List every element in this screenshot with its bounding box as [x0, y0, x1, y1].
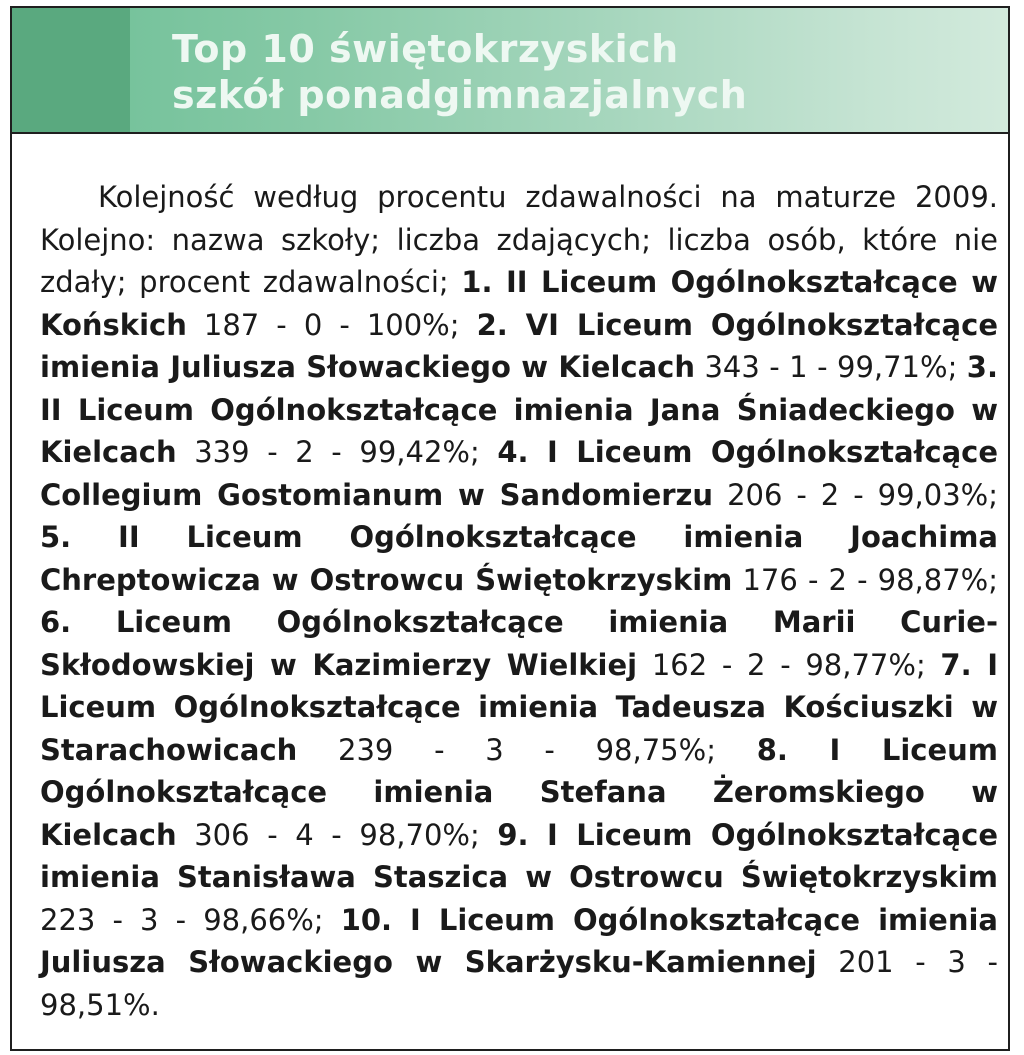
school-stats: 223 - 3 - 98,66%: [40, 902, 314, 937]
school-name: 7. I Liceum Ogólnokształcące imienia Tadeusza Kościuszki w Starachowicach: [40, 647, 998, 767]
school-stats: 339 - 2 - 99,42%: [194, 435, 470, 469]
school-name: 6. Liceum Ogólnokształcące imienia Marii Curie-Skłodowskiej w Kazimierzy Wielkiej: [40, 605, 998, 682]
school-name: 4. I Liceum Ogólnokształcące Collegium Gostomianum w Sandomierzu: [40, 435, 998, 512]
school-name: 2. VI Liceum Ogólnokształcące imienia Juliusza Słowackiego w Kielcach: [40, 307, 998, 384]
school-name: 5. II Liceum Ogólnokształcące imienia Joachima Chreptowicza w Ostrowcu Świętokrzyskim: [40, 520, 998, 597]
title-line-2: szkół ponadgimnazjalnych: [172, 73, 748, 117]
school-stats: 176 - 2 - 98,87%: [742, 562, 989, 597]
page-title: [172, 26, 747, 118]
school-stats: 206 - 2 - 99,03%: [727, 477, 989, 512]
header-accent-block: [12, 8, 130, 132]
school-stats: 239 - 3 - 98,75%: [338, 732, 707, 767]
article-text: Kolejność według procentu zdawalności na maturze 2009. Kolejno: nazwa szkoły; liczba zdających; liczba osób, które nie zdały; procent zdawalności; 1. II Liceum Ogólnokształcące w Końskich 187 - 0 - 100%; 2. VI Liceum Ogólnokształcące imienia Juliusza Słowackiego w Kielcach 343 - 1 - 99,71%; 3. II Liceum Ogólnokształcące imienia Jana Śniadeckiego w Kielcach 339 - 2 - 99,42%; 4. I Liceum Ogólnokształcące Collegium Gostomianum w Sandomierzu 206 - 2 - 99,03%; 5. II Liceum Ogólnokształcące imienia Joachima Chreptowicza w Ostrowcu Świętokrzyskim 176 - 2 - 98,87%; 6. Liceum Ogólnokształcące imienia Marii Curie-Skłodowskiej w Kazimierzy Wielkiej 162 - 2 - 98,77%; 7. I Liceum Ogólnokształcące imienia Tadeusza Kościuszki w Starachowicach 239 - 3 - 98,75%; 8. I Liceum Ogólnokształcące imienia Stefana Żeromskiego w Kielcach 306 - 4 - 98,70%; 9. I Liceum Ogólnokształcące imienia Stanisława Staszica w Ostrowcu Świętokrzyskim 223 - 3 - 98,66%; 10. I Liceum Ogólnokształcące imienia Juliusza Słowackiego w Skarżysku-Kamiennej 201 - 3 - 98,51%.: [40, 180, 999, 1022]
school-stats: 306 - 4 - 98,70%: [194, 817, 470, 852]
article-intro: Kolejność według procentu zdawalności na maturze 2009. Kolejno: nazwa szkoły; liczba zdających; liczba osób, które nie zdały; procent zdawalności;: [40, 180, 998, 299]
school-name: 9. I Liceum Ogólnokształcące imienia Stanisława Staszica w Ostrowcu Świętokrzyskim: [40, 817, 998, 894]
school-stats: 187 - 0 - 100%: [203, 307, 450, 342]
header-banner: [12, 8, 1008, 134]
school-name: 3. II Liceum Ogólnokształcące imienia Jana Śniadeckiego w Kielcach: [40, 350, 998, 469]
school-name: 1. II Liceum Ogólnokształcące w Końskich: [40, 265, 998, 342]
article-box: [10, 6, 1010, 1051]
school-stats: 201 - 3 - 98,51%: [40, 945, 999, 1022]
school-stats: 162 - 2 - 98,77%: [651, 647, 916, 682]
school-name: 8. I Liceum Ogólnokształcące imienia Stefana Żeromskiego w Kielcach: [40, 732, 999, 852]
school-name: 10. I Liceum Ogólnokształcące imienia Juliusza Słowackiego w Skarżysku-Kamiennej: [40, 902, 998, 979]
school-stats: 343 - 1 - 99,71%: [704, 350, 948, 384]
title-line-1: Top 10 świętokrzyskich: [172, 27, 679, 71]
